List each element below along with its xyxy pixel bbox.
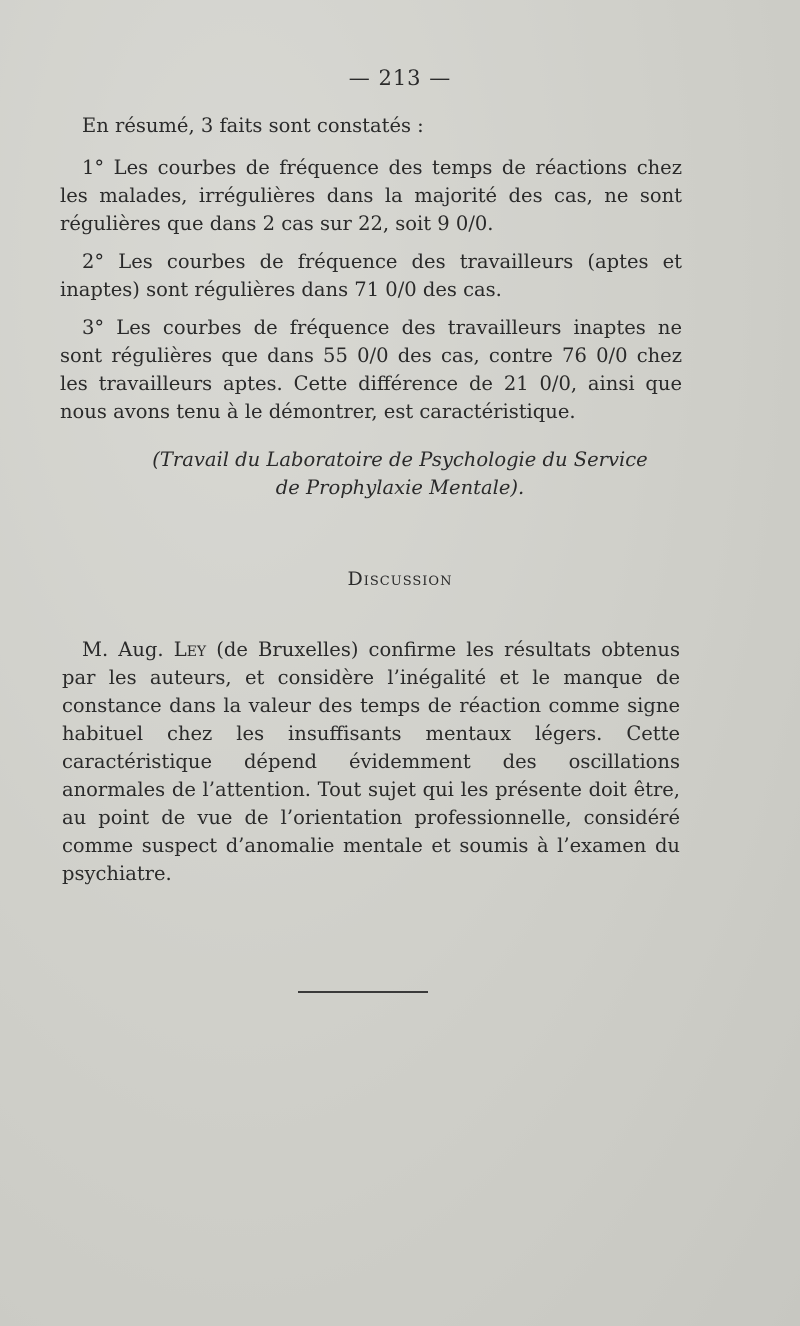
section-title: Discussion (347, 568, 453, 590)
end-rule (298, 991, 428, 993)
summary-item-text: 1° Les courbes de fréquence des temps de réactions chez les malades, irrégulières dans la majorité des cas, ne sont régulières que dans 2 cas sur 22, soit 9 0/0. (60, 156, 682, 235)
summary-item-1 (60, 154, 682, 238)
discussion-paragraph (62, 636, 680, 888)
discussant-name: Ley (173, 638, 207, 661)
summary-item-3 (60, 314, 682, 426)
summary-intro: En résumé, 3 faits sont constatés : (82, 114, 424, 137)
laboratory-credit (0, 446, 800, 502)
credit-line-1: (Travail du Laboratoire de Psychologie du Service (152, 448, 648, 471)
summary-section (60, 112, 682, 426)
summary-item-text: 3° Les courbes de fréquence des travailleurs inaptes ne sont régulières que dans 55 0/0 des cas, contre 76 0/0 chez les travailleurs aptes. Cette différence de 21 0/0, ainsi que nous avons tenu à le démontrer, est caractéristique. (60, 316, 682, 423)
credit-line-2: de Prophylaxie Mentale). (275, 476, 525, 499)
discussion-prefix: M. Aug. (82, 638, 174, 661)
discussion-section (62, 636, 680, 888)
page-number: — 213 — (348, 66, 452, 90)
summary-item-text: 2° Les courbes de fréquence des travailleurs (aptes et inaptes) sont régulières dans 71 0/0 des cas. (60, 250, 682, 301)
summary-item-2 (60, 248, 682, 304)
discussion-text: (de Bruxelles) confirme les résultats obtenus par les auteurs, et considère l’inégalité et le manque de constance dans la valeur des temps de réaction comme signe habituel chez les insuffisants mentaux légers. Cette caractéristique dépend évidemment des oscillations anormales de l’attention. Tout sujet qui les présente doit être, au point de vue de l’orientation professionnelle, considéré comme suspect d’anomalie mentale et soumis à l’examen du psychiatre. (62, 638, 680, 885)
